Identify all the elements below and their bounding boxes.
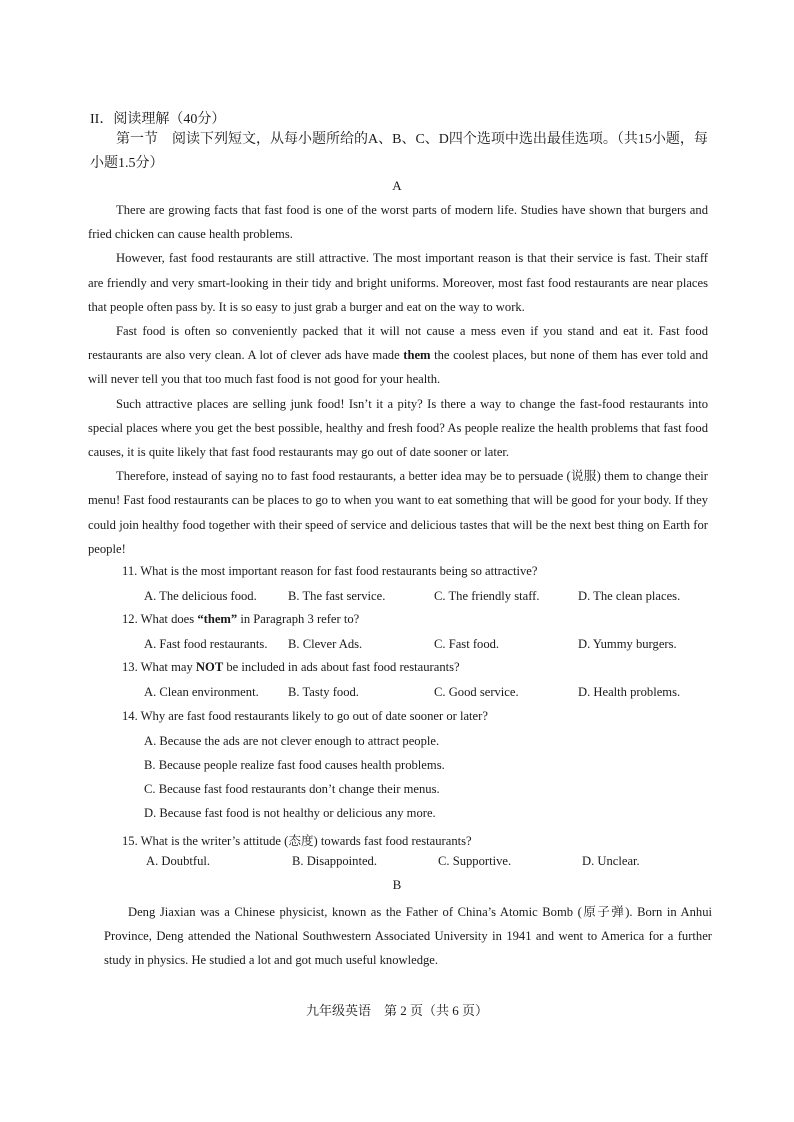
option-a[interactable]: A. Clean environment. [144,685,259,699]
option-c[interactable]: C. The friendly staff. [434,589,540,603]
question-11-stem: 11. What is the most important reason for fast food restaurants being so attractive? [122,564,538,578]
passage-a-paragraph-1: There are growing facts that fast food is one of the worst parts of modern life. Studies have shown that burgers and fried chicken can cause health problems. [88,203,708,242]
passage-b-letter: B [392,877,402,892]
section-title: II．阅读理解（40分） [90,112,226,127]
option-b[interactable]: B. Disappointed. [292,854,378,868]
stem-text: in Paragraph 3 refer to? [237,612,360,626]
option-a[interactable]: A. Doubtful. [146,854,211,868]
stem-emphasis: “them” [197,612,238,626]
option-a[interactable]: A. Fast food restaurants. [144,637,268,651]
option-c[interactable]: C. Supportive. [438,854,512,868]
passage-a-letter: A [392,178,402,193]
page-footer: 九年级英语 第 2 页（共 6 页） [305,1003,488,1018]
question-15-stem: 15. What is the writer’s attitude (态度) towards fast food restaurants? [122,834,472,848]
question-14-stem: 14. Why are fast food restaurants likely to go out of date sooner or later? [122,709,488,723]
question-12-stem [122,612,704,627]
option-a[interactable]: A. The delicious food. [144,589,257,603]
section-instructions: 第一节 阅读下列短文，从每小题所给的A、B、C、D四个选项中选出最佳选项。（共15小题，每小题1.5分） [90,132,708,171]
option-a[interactable]: A. Because the ads are not clever enough to attract people. [144,734,440,748]
question-12-options [144,637,704,657]
option-d[interactable]: D. The clean places. [578,589,681,603]
question-13-stem [122,660,704,675]
question-15-options [146,854,704,874]
option-b[interactable]: B. The fast service. [288,589,386,603]
referenced-word: them [403,348,431,363]
stem-text: 12. What does [122,612,198,626]
option-d[interactable]: D. Because fast food is not healthy or delicious any more. [144,806,436,820]
option-d[interactable]: D. Health problems. [578,685,681,699]
option-c[interactable]: C. Fast food. [434,637,500,651]
passage-b-paragraph-1: Deng Jiaxian was a Chinese physicist, known as the Father of China’s Atomic Bomb (原子弹). Born in Anhui Province, Deng attended the National Southwestern Associated University in 1941 and went to America for a further study in physics. He studied a lot and got much useful knowledge. [104,905,712,968]
passage-a-paragraph-5: Therefore, instead of saying no to fast food restaurants, a better idea may be to persuade (说服) them to change their menu! Fast food restaurants can be places to go to when you want to eat something that will be good for your body. If they could join healthy food together with their speed of service and delicious tastes that will be the next best thing on Earth for people! [88,469,708,556]
option-d[interactable]: D. Unclear. [582,854,640,868]
passage-a-paragraph-4: Such attractive places are selling junk food! Isn’t it a pity? Is there a way to change the fast-food restaurants into special places where you get the best possible, healthy and fresh food? As people realize the health problems that fast food causes, it is quite likely that fast food restaurants may go out of date sooner or later. [88,396,708,460]
passage-a-paragraph-3: Fast food is often so conveniently packed that it will not cause a mess even if you stand and eat it. Fast food restaurants are also very clean. A lot of clever ads have made them the coolest places, but none of them has ever told and will never tell you that too much fast food is not good for your health. [88,324,708,387]
option-b[interactable]: B. Tasty food. [288,685,359,699]
option-b[interactable]: B. Because people realize fast food causes health problems. [144,758,445,772]
option-d[interactable]: D. Yummy burgers. [578,637,677,651]
stem-text: 13. What may [122,660,196,674]
question-11-options [144,589,704,609]
option-c[interactable]: C. Because fast food restaurants don’t change their menus. [144,782,440,796]
option-b[interactable]: B. Clever Ads. [288,637,363,651]
passage-a-paragraph-2: However, fast food restaurants are still attractive. The most important reason is that their service is fast. Their staff are friendly and very smart-looking in their tidy and bright uniforms. Moreover, most fast food restaurants are near places that people often pass by. It is so easy to just grab a burger and eat on the way to work. [88,251,708,314]
option-c[interactable]: C. Good service. [434,685,519,699]
stem-text: be included in ads about fast food restaurants? [223,660,460,674]
stem-emphasis: NOT [195,660,224,674]
passage-b [104,900,712,973]
question-13-options [144,685,704,705]
